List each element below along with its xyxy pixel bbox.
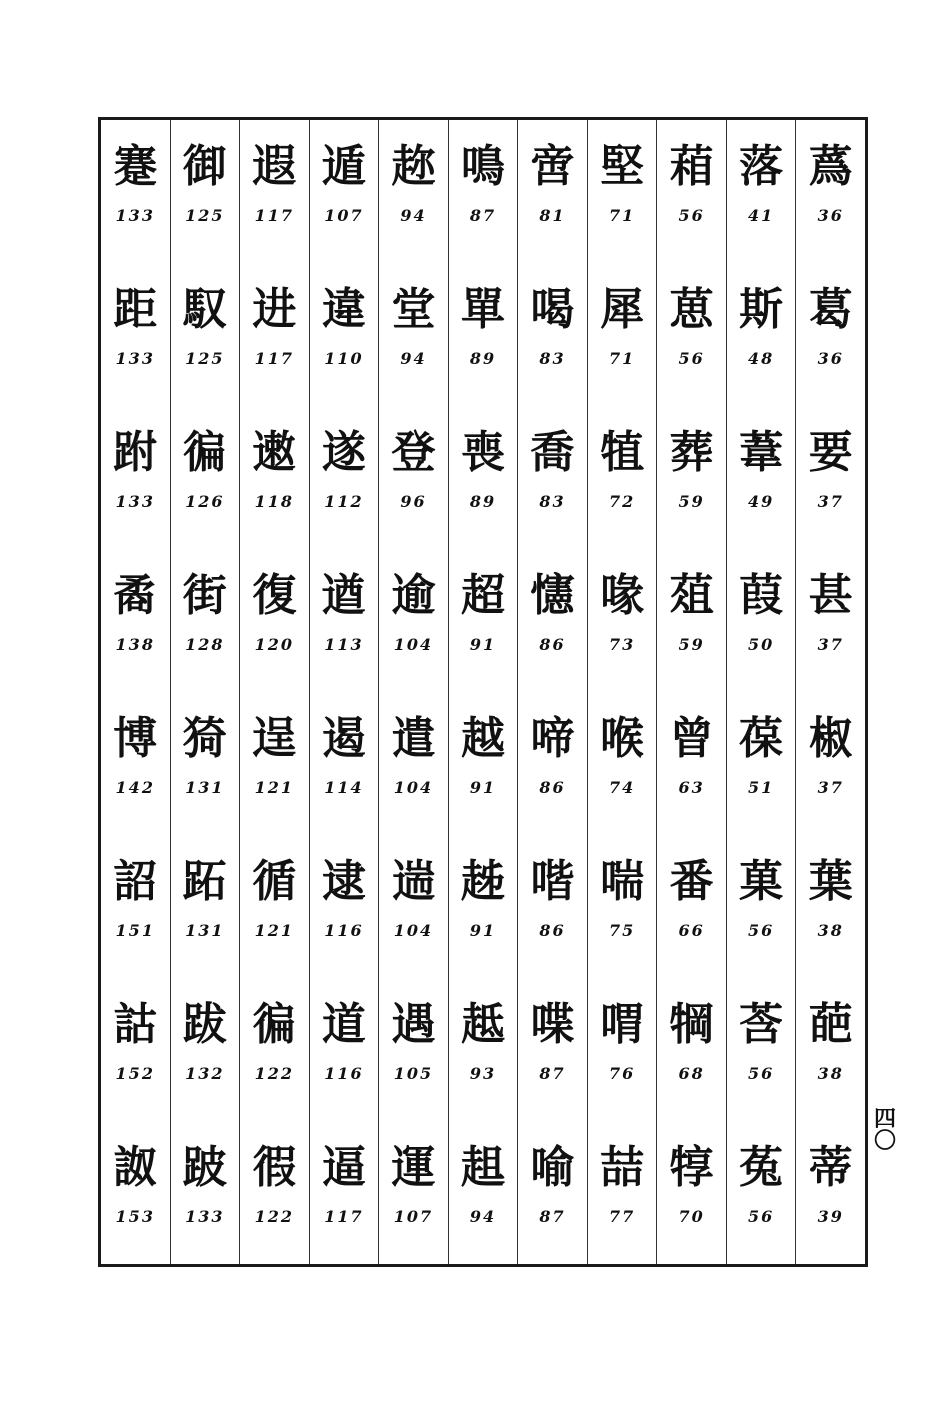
entry-character: 蹇 <box>113 141 158 192</box>
entry-character: 逼 <box>321 1142 366 1193</box>
index-entry <box>518 263 587 406</box>
entry-character: 徧 <box>252 999 297 1050</box>
entry-character: 莟 <box>739 999 784 1050</box>
entry-character: 椒 <box>808 713 853 764</box>
entry-page-number: 131 <box>185 778 225 797</box>
entry-character: 徧 <box>182 427 227 478</box>
entry-page-number: 38 <box>817 1064 844 1083</box>
index-entry <box>588 835 657 978</box>
entry-page-number: 86 <box>539 778 566 797</box>
index-entry <box>449 835 518 978</box>
entry-page-number: 120 <box>254 635 295 654</box>
entry-character: 喙 <box>600 570 645 621</box>
index-entry <box>101 120 170 263</box>
entry-page-number: 50 <box>748 635 775 654</box>
index-entry <box>171 1121 240 1264</box>
index-entry <box>171 120 240 263</box>
entry-page-number: 138 <box>115 635 155 654</box>
index-entry <box>657 978 726 1121</box>
index-entry <box>727 1121 796 1264</box>
entry-character: 堂 <box>391 284 436 335</box>
index-entry <box>310 263 379 406</box>
index-entry <box>449 978 518 1121</box>
index-column <box>587 120 657 1264</box>
entry-character: 堅 <box>600 141 645 192</box>
entry-page-number: 87 <box>539 1064 566 1083</box>
entry-character: 御 <box>182 141 227 192</box>
entry-page-number: 153 <box>115 1207 155 1226</box>
index-entry <box>657 692 726 835</box>
entry-character: 蔿 <box>808 141 853 192</box>
entry-character: 喘 <box>600 856 645 907</box>
entry-character: 葆 <box>739 713 784 764</box>
index-entry <box>727 406 796 549</box>
entry-character: 㦥 <box>530 570 575 621</box>
entry-character: 登 <box>391 427 436 478</box>
entry-character: 博 <box>113 713 158 764</box>
entry-page-number: 73 <box>608 635 636 654</box>
index-entry <box>588 1121 657 1264</box>
index-entry <box>379 406 448 549</box>
entry-character: 葸 <box>669 284 714 335</box>
index-entry <box>657 406 726 549</box>
index-entry <box>379 692 448 835</box>
entry-page-number: 74 <box>608 778 636 797</box>
entry-page-number: 118 <box>254 492 295 511</box>
index-entry <box>657 1121 726 1264</box>
entry-page-number: 49 <box>748 492 775 511</box>
entry-character: 跗 <box>113 427 158 478</box>
index-column <box>101 120 170 1264</box>
entry-character: 復 <box>252 570 297 621</box>
index-column <box>656 120 726 1264</box>
index-entry <box>727 692 796 835</box>
index-entry <box>796 692 865 835</box>
entry-character: 趄 <box>460 1142 505 1193</box>
index-entry <box>796 978 865 1121</box>
entry-character: 犆 <box>600 427 645 478</box>
entry-character: 葩 <box>808 999 853 1050</box>
index-entry <box>379 835 448 978</box>
entry-character: 距 <box>113 284 158 335</box>
entry-character: 逞 <box>252 713 297 764</box>
index-entry <box>518 835 587 978</box>
index-entry <box>796 549 865 692</box>
entry-page-number: 131 <box>185 921 225 940</box>
entry-page-number: 128 <box>185 635 225 654</box>
index-entry <box>449 549 518 692</box>
index-entry <box>101 263 170 406</box>
index-entry <box>727 263 796 406</box>
entry-page-number: 63 <box>678 778 705 797</box>
entry-character: 进 <box>252 284 297 335</box>
entry-page-number: 122 <box>254 1064 295 1083</box>
index-entry <box>379 978 448 1121</box>
entry-character: 葅 <box>669 570 714 621</box>
entry-character: 道 <box>321 999 366 1050</box>
entry-character: 猗 <box>182 713 227 764</box>
index-entry <box>379 263 448 406</box>
index-entry <box>240 406 309 549</box>
entry-character: 犉 <box>669 1142 714 1193</box>
index-entry <box>588 263 657 406</box>
entry-character: 喪 <box>460 427 505 478</box>
index-entry <box>379 120 448 263</box>
entry-page-number: 37 <box>817 492 844 511</box>
index-entry <box>796 835 865 978</box>
entry-character: 單 <box>460 284 505 335</box>
entry-page-number: 112 <box>324 492 364 511</box>
entry-character: 跖 <box>182 856 227 907</box>
entry-page-number: 117 <box>324 1207 364 1226</box>
index-entry <box>171 406 240 549</box>
entry-page-number: 41 <box>748 206 775 225</box>
entry-page-number: 110 <box>324 349 364 368</box>
index-entry <box>101 549 170 692</box>
entry-character: 菓 <box>739 856 784 907</box>
entry-page-number: 83 <box>539 349 566 368</box>
entry-character: 矞 <box>113 570 158 621</box>
entry-page-number: 56 <box>748 1207 775 1226</box>
index-entry <box>240 835 309 978</box>
entry-character: 遏 <box>321 713 366 764</box>
entry-character: 喉 <box>600 713 645 764</box>
entry-page-number: 94 <box>400 349 427 368</box>
index-entry <box>310 120 379 263</box>
index-entry <box>657 835 726 978</box>
index-column <box>517 120 587 1264</box>
entry-character: 啼 <box>530 713 575 764</box>
entry-page-number: 105 <box>393 1064 434 1083</box>
entry-page-number: 117 <box>254 349 295 368</box>
entry-page-number: 132 <box>185 1064 225 1083</box>
entry-character: 越 <box>460 713 505 764</box>
index-entry <box>727 978 796 1121</box>
entry-character: 葙 <box>669 141 714 192</box>
entry-character: 葉 <box>808 856 853 907</box>
entry-page-number: 56 <box>748 1064 775 1083</box>
index-entry <box>101 835 170 978</box>
entry-page-number: 107 <box>393 1207 434 1226</box>
entry-page-number: 39 <box>817 1207 844 1226</box>
entry-page-number: 76 <box>608 1064 636 1083</box>
index-entry <box>379 549 448 692</box>
index-entry <box>171 978 240 1121</box>
index-column <box>239 120 309 1264</box>
index-entry <box>657 263 726 406</box>
entry-character: 葦 <box>739 427 784 478</box>
entry-page-number: 104 <box>393 635 434 654</box>
entry-page-number: 71 <box>608 206 636 225</box>
entry-page-number: 59 <box>678 492 705 511</box>
index-entry <box>518 549 587 692</box>
index-entry <box>727 835 796 978</box>
entry-character: 遒 <box>321 570 366 621</box>
index-column <box>378 120 448 1264</box>
index-entry <box>588 692 657 835</box>
entry-character: 菟 <box>739 1142 784 1193</box>
entry-character: 超 <box>460 570 505 621</box>
index-entry <box>240 978 309 1121</box>
index-entry <box>101 1121 170 1264</box>
entry-page-number: 133 <box>115 206 155 225</box>
entry-character: 馭 <box>182 284 227 335</box>
index-column <box>309 120 379 1264</box>
entry-character: 逾 <box>391 570 436 621</box>
entry-page-number: 36 <box>817 349 844 368</box>
entry-page-number: 56 <box>678 206 705 225</box>
entry-page-number: 116 <box>324 921 364 940</box>
entry-page-number: 89 <box>469 492 497 511</box>
entry-page-number: 87 <box>469 206 497 225</box>
entry-character: 啻 <box>530 141 575 192</box>
index-entry <box>796 263 865 406</box>
index-entry <box>310 1121 379 1264</box>
index-entry <box>796 120 865 263</box>
entry-page-number: 122 <box>254 1207 295 1226</box>
entry-page-number: 37 <box>817 635 844 654</box>
entry-character: 番 <box>669 856 714 907</box>
index-entry <box>796 1121 865 1264</box>
index-entry <box>588 406 657 549</box>
entry-page-number: 91 <box>469 778 497 797</box>
index-column <box>170 120 240 1264</box>
entry-character: 喬 <box>530 427 575 478</box>
entry-character: 詁 <box>113 999 158 1050</box>
entry-character: 喻 <box>530 1142 575 1193</box>
entry-character: 遄 <box>391 856 436 907</box>
entry-character: 葬 <box>669 427 714 478</box>
entry-page-number: 86 <box>539 921 566 940</box>
index-entry <box>240 1121 309 1264</box>
entry-page-number: 116 <box>324 1064 364 1083</box>
entry-page-number: 96 <box>400 492 427 511</box>
index-entry <box>379 1121 448 1264</box>
index-entry <box>727 549 796 692</box>
entry-character: 犅 <box>669 999 714 1050</box>
entry-page-number: 48 <box>748 349 775 368</box>
entry-page-number: 114 <box>324 778 364 797</box>
entry-page-number: 38 <box>817 921 844 940</box>
index-entry <box>101 406 170 549</box>
index-entry <box>240 120 309 263</box>
entry-page-number: 87 <box>539 1207 566 1226</box>
entry-character: 循 <box>252 856 297 907</box>
entry-page-number: 66 <box>678 921 705 940</box>
entry-character: 曾 <box>669 713 714 764</box>
index-entry <box>101 978 170 1121</box>
entry-page-number: 121 <box>254 921 295 940</box>
index-entry <box>171 835 240 978</box>
entry-page-number: 133 <box>115 492 155 511</box>
index-entry <box>518 978 587 1121</box>
entry-page-number: 68 <box>678 1064 705 1083</box>
entry-page-number: 117 <box>254 206 295 225</box>
entry-character: 遇 <box>391 999 436 1050</box>
entry-page-number: 75 <box>608 921 636 940</box>
entry-page-number: 125 <box>185 206 225 225</box>
entry-character: 趂 <box>391 141 436 192</box>
index-column <box>795 120 865 1264</box>
index-entry <box>101 692 170 835</box>
index-entry <box>449 263 518 406</box>
entry-character: 街 <box>182 570 227 621</box>
entry-page-number: 91 <box>469 635 497 654</box>
entry-page-number: 86 <box>539 635 566 654</box>
entry-character: 葭 <box>739 570 784 621</box>
index-entry <box>518 692 587 835</box>
entry-character: 喋 <box>530 999 575 1050</box>
entry-character: 跛 <box>182 1142 227 1193</box>
entry-page-number: 125 <box>185 349 225 368</box>
index-entry <box>657 549 726 692</box>
entry-character: 詔 <box>113 856 158 907</box>
index-entry <box>449 692 518 835</box>
index-column <box>448 120 518 1264</box>
index-entry <box>240 549 309 692</box>
entry-page-number: 107 <box>324 206 364 225</box>
entry-character: 遣 <box>391 713 436 764</box>
entry-character: 鳴 <box>460 141 505 192</box>
entry-character: 葛 <box>808 284 853 335</box>
index-grid <box>101 120 865 1264</box>
index-entry <box>240 263 309 406</box>
entry-page-number: 56 <box>678 349 705 368</box>
entry-character: 甚 <box>808 570 853 621</box>
index-entry <box>171 549 240 692</box>
index-entry <box>796 406 865 549</box>
entry-page-number: 36 <box>817 206 844 225</box>
entry-character: 喟 <box>600 999 645 1050</box>
entry-page-number: 91 <box>469 921 497 940</box>
entry-character: 徦 <box>252 1142 297 1193</box>
index-column <box>726 120 796 1264</box>
index-entry <box>310 692 379 835</box>
entry-character: 趆 <box>460 999 505 1050</box>
entry-character: 遐 <box>252 141 297 192</box>
entry-page-number: 104 <box>393 921 434 940</box>
entry-page-number: 152 <box>115 1064 155 1083</box>
index-entry <box>171 263 240 406</box>
entry-page-number: 81 <box>539 206 566 225</box>
entry-page-number: 133 <box>115 349 155 368</box>
index-entry <box>588 120 657 263</box>
entry-page-number: 83 <box>539 492 566 511</box>
index-table-frame <box>98 117 868 1267</box>
entry-page-number: 93 <box>469 1064 497 1083</box>
entry-character: 喝 <box>530 284 575 335</box>
entry-page-number: 94 <box>469 1207 497 1226</box>
index-entry <box>588 978 657 1121</box>
entry-page-number: 121 <box>254 778 295 797</box>
entry-page-number: 89 <box>469 349 497 368</box>
entry-page-number: 113 <box>324 635 364 654</box>
entry-character: 違 <box>321 284 366 335</box>
index-entry <box>310 978 379 1121</box>
index-entry <box>727 120 796 263</box>
entry-page-number: 59 <box>678 635 705 654</box>
index-entry <box>588 549 657 692</box>
entry-character: 要 <box>808 427 853 478</box>
index-entry <box>518 406 587 549</box>
entry-character: 詉 <box>113 1142 158 1193</box>
entry-page-number: 77 <box>608 1207 636 1226</box>
entry-page-number: 70 <box>678 1207 705 1226</box>
index-entry <box>310 406 379 549</box>
entry-page-number: 72 <box>608 492 636 511</box>
index-entry <box>449 1121 518 1264</box>
entry-page-number: 133 <box>185 1207 225 1226</box>
entry-character: 落 <box>739 141 784 192</box>
entry-character: 蒂 <box>808 1142 853 1193</box>
entry-page-number: 142 <box>115 778 155 797</box>
entry-character: 喆 <box>600 1142 645 1193</box>
entry-page-number: 126 <box>185 492 225 511</box>
entry-page-number: 56 <box>748 921 775 940</box>
entry-page-number: 151 <box>115 921 155 940</box>
index-entry <box>171 692 240 835</box>
index-entry <box>310 549 379 692</box>
index-entry <box>657 120 726 263</box>
entry-character: 跋 <box>182 999 227 1050</box>
entry-character: 斯 <box>739 284 784 335</box>
index-entry <box>240 692 309 835</box>
entry-page-number: 37 <box>817 778 844 797</box>
page-number: 四〇 <box>873 1106 896 1154</box>
index-entry <box>518 120 587 263</box>
entry-character: 遁 <box>321 141 366 192</box>
entry-character: 遂 <box>321 427 366 478</box>
entry-character: 趀 <box>460 856 505 907</box>
entry-page-number: 94 <box>400 206 427 225</box>
entry-page-number: 51 <box>748 778 775 797</box>
entry-page-number: 104 <box>393 778 434 797</box>
entry-character: 逮 <box>321 856 366 907</box>
entry-character: 運 <box>391 1142 436 1193</box>
entry-page-number: 71 <box>608 349 636 368</box>
index-entry <box>449 120 518 263</box>
index-entry <box>310 835 379 978</box>
entry-character: 犀 <box>600 284 645 335</box>
entry-character: 喈 <box>530 856 575 907</box>
index-entry <box>449 406 518 549</box>
index-entry <box>518 1121 587 1264</box>
entry-character: 遫 <box>252 427 297 478</box>
